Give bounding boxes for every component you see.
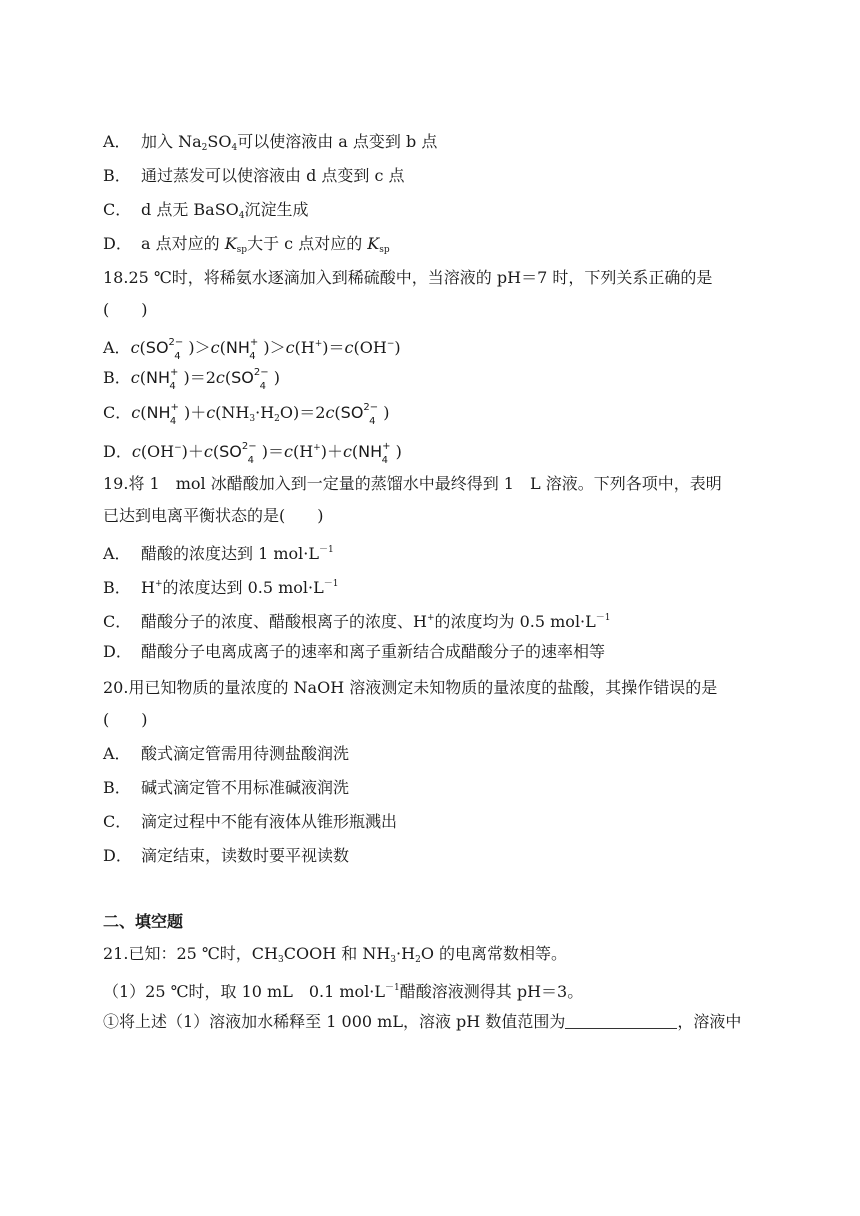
q18-answer-paren: ( ) [103,300,148,319]
section-heading: 二、填空题 [103,912,184,931]
q20-option-b: B． 碱式滴定管不用标准碱液润洗 [103,778,350,797]
q17-option-b: B． 通过蒸发可以使溶液由 d 点变到 c 点 [103,166,405,185]
q20-option-d: D． 滴定结束，读数时要平视读数 [103,846,350,865]
q20-option-a: A． 酸式滴定管需用待测盐酸润洗 [103,744,350,763]
q18-option-c: C．c(NH+ 4 )$+c(NH_3\cdot H_2O)=2c(SO^{2-}$ 4 ) [103,402,390,427]
q19-option-b: B． H+的浓度达到 0.5 $mol\cdot L^{-1}$ [103,578,339,597]
q20-option-c: C． 滴定过程中不能有液体从锥形瓶溅出 [103,812,398,831]
q19-option-a: A． 醋酸的浓度达到 1 $mol\cdot L^{-1}$ [103,544,334,563]
q19-stem-cont: 已达到电离平衡状态的是( ) [103,506,324,525]
q18-option-a: A．$c(SO^{2-}$ 4 )＞c(NH+ 4 )＞c(H+)＝c(OH−) [103,337,401,362]
q21-sub1: （1）25 ℃时，取 10 mL 0.1 $mol\cdot L^{-1}$醋酸溶液测得其 pH＝3。 [103,982,584,1001]
q19-option-c: C． 醋酸分子的浓度、醋酸根离子的浓度、H+的浓度均为 0.5 $mol\cdot L^{-1}$ [103,612,611,631]
answer-blank[interactable] [565,1014,677,1029]
q21-stem: 21.已知：25 ℃时，$CH_3COOH$ 和 $NH_3\cdot H_2O$ 的电离常数相等。 [103,944,568,965]
q18-stem: 18.25 ℃时，将稀氨水逐滴加入到稀硫酸中，当溶液的 pH＝7 时，下列关系正确的是 [103,268,713,287]
q21-item1: ①将上述（1）溶液加水稀释至 1 000 mL，溶液 pH 数值范围为 ，溶液中 [103,1012,742,1031]
q19-stem: 19.将 1 mol 冰醋酸加入到一定量的蒸馏水中最终得到 1 L 溶液。下列各项中，表明 [103,474,722,493]
q19-option-d: D． 醋酸分子电离成离子的速率和离子重新结合成醋酸分子的速率相等 [103,642,606,661]
q17-option-a: A． 加入 $Na_2SO_4$可以使溶液由 a 点变到 b 点 [103,132,438,153]
q17-option-c: C． d 点无 BaSO$_4$沉淀生成 [103,200,309,221]
q20-answer-paren: ( ) [103,710,148,729]
q17-option-d: D． a 点对应的 $K_{sp}$大于 c 点对应的 $K_{sp}$ [103,234,390,255]
q18-option-b: B．c(NH+ 4 )$=2c(SO^{2-}$ 4 ) [103,367,280,392]
q20-stem: 20.用已知物质的量浓度的 NaOH 溶液测定未知物质的量浓度的盐酸，其操作错误的是 [103,678,718,697]
q18-option-d: D．$c(OH^-)+c(SO^{2-}$ 4 )＝c(H+)＋c(NH+ 4 ) [103,441,402,466]
